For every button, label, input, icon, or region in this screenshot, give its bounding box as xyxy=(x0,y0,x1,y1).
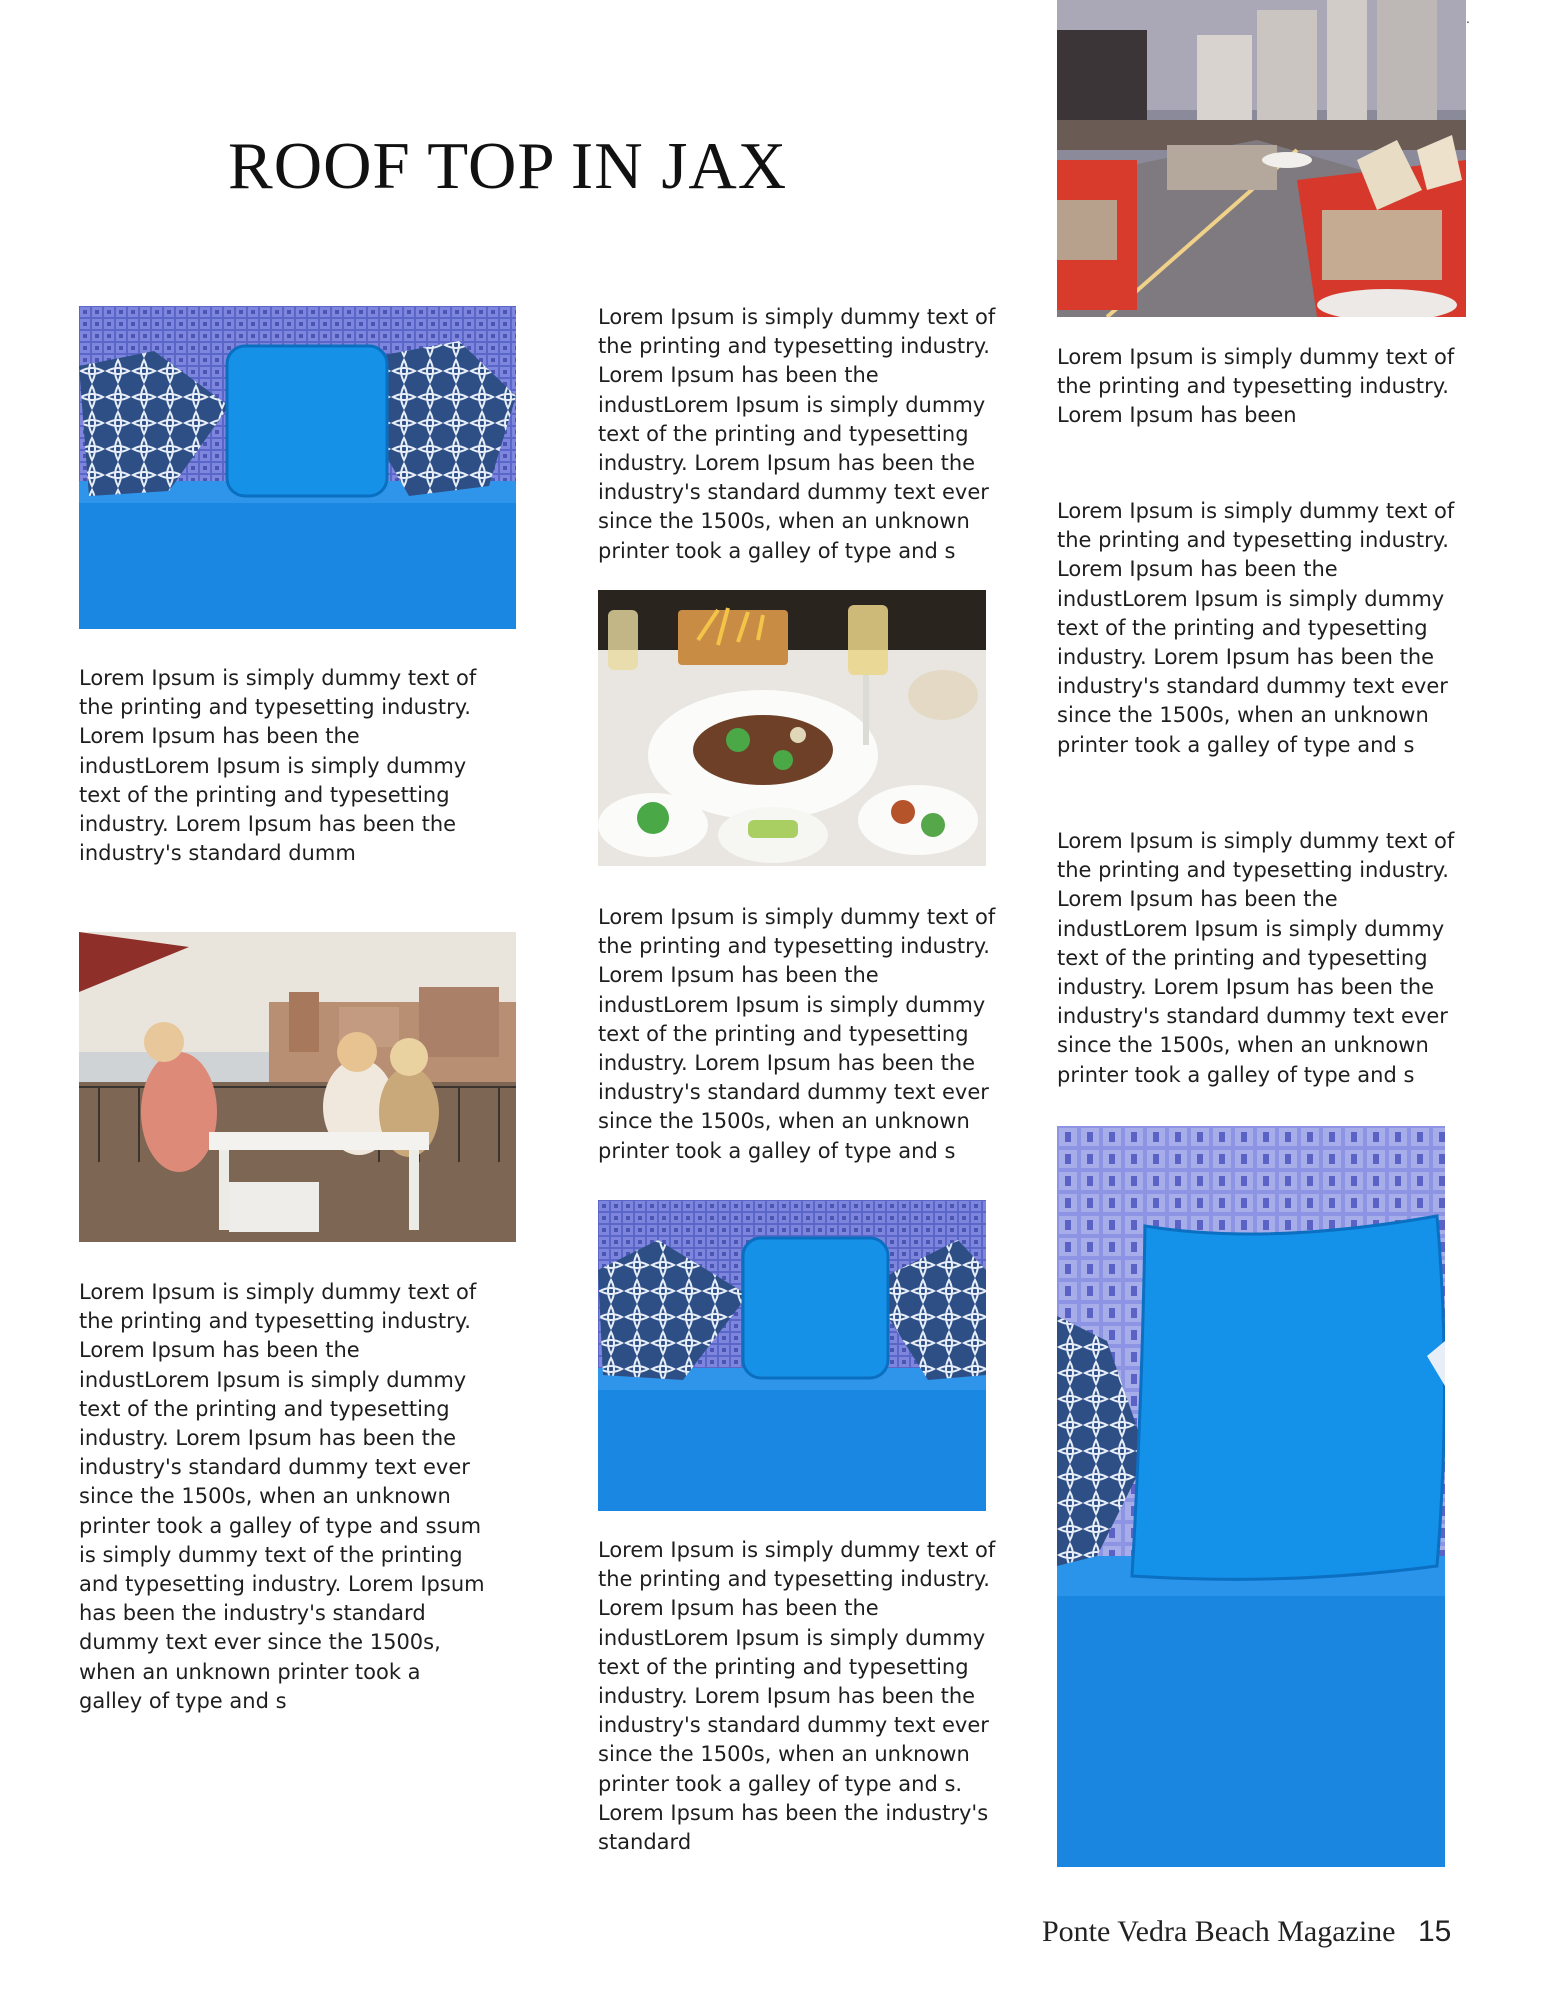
middle-paragraph-3: Lorem Ipsum is simply dummy text of the printing and typesetting industry. Lorem Ipsum has been the industLorem Ipsum is simply dummy text of the printing and typesetting industry. Lorem Ipsum has been the industry's standard dummy text ever since the 1500s, when an unknown printer took a galley of type and s. Lorem Ipsum has been the industry's standard xyxy=(598,1538,996,1855)
restaurant-plates-photo xyxy=(598,590,986,866)
left-paragraph-1: Lorem Ipsum is simply dummy text of the printing and typesetting industry. Lorem Ipsum has been the industLorem Ipsum is simply dummy text of the printing and typesetting industry. Lorem Ipsum has been the industry's standard dumm xyxy=(79,666,477,866)
page-number: 15 xyxy=(1418,1915,1452,1948)
middle-paragraph-2: Lorem Ipsum is simply dummy text of the printing and typesetting industry. Lorem Ipsum has been the industLorem Ipsum is simply dummy text of the printing and typesetting industry. Lorem Ipsum has been the industry's standard dummy text ever since the 1500s, when an unknown printer took a galley of type and s xyxy=(598,905,996,1163)
blue-pillow-closeup-photo xyxy=(1057,1126,1445,1867)
corner-mark: . xyxy=(1466,12,1470,26)
friends-terrace-photo xyxy=(79,932,516,1242)
middle-paragraph-1: Lorem Ipsum is simply dummy text of the printing and typesetting industry. Lorem Ipsum has been the industLorem Ipsum is simply dummy text of the printing and typesetting industry. Lorem Ipsum has been the industry's standard dummy text ever since the 1500s, when an unknown printer took a galley of type and s xyxy=(598,305,996,563)
right-paragraph-2: Lorem Ipsum is simply dummy text of the printing and typesetting industry. Lorem Ipsum has been the industLorem Ipsum is simply dummy text of the printing and typesetting industry. Lorem Ipsum has been the industry's standard dummy text ever since the 1500s, when an unknown printer took a galley of type and s xyxy=(1057,499,1455,757)
blue-sofa-photo xyxy=(79,306,516,629)
rooftop-lounge-photo xyxy=(1057,0,1466,317)
magazine-name: Ponte Vedra Beach Magazine xyxy=(1042,1915,1396,1948)
left-paragraph-2: Lorem Ipsum is simply dummy text of the printing and typesetting industry. Lorem Ipsum has been the industLorem Ipsum is simply dummy text of the printing and typesetting industry. Lorem Ipsum has been the industry's standard dummy text ever since the 1500s, when an unknown printer took a galley of type and ssum is simply dummy text of the printing and typesetting industry. Lorem Ipsum has been the industry's standard dummy text ever since the 1500s, when an unknown printer took a galley of type and s xyxy=(79,1280,485,1713)
page-title: ROOF TOP IN JAX xyxy=(228,129,788,203)
right-paragraph-3: Lorem Ipsum is simply dummy text of the printing and typesetting industry. Lorem Ipsum has been the industLorem Ipsum is simply dummy text of the printing and typesetting industry. Lorem Ipsum has been the industry's standard dummy text ever since the 1500s, when an unknown printer took a galley of type and s xyxy=(1057,829,1455,1087)
blue-sofa-photo-middle xyxy=(598,1200,986,1511)
right-paragraph-1: Lorem Ipsum is simply dummy text of the printing and typesetting industry. Lorem Ipsum has been xyxy=(1057,345,1455,428)
